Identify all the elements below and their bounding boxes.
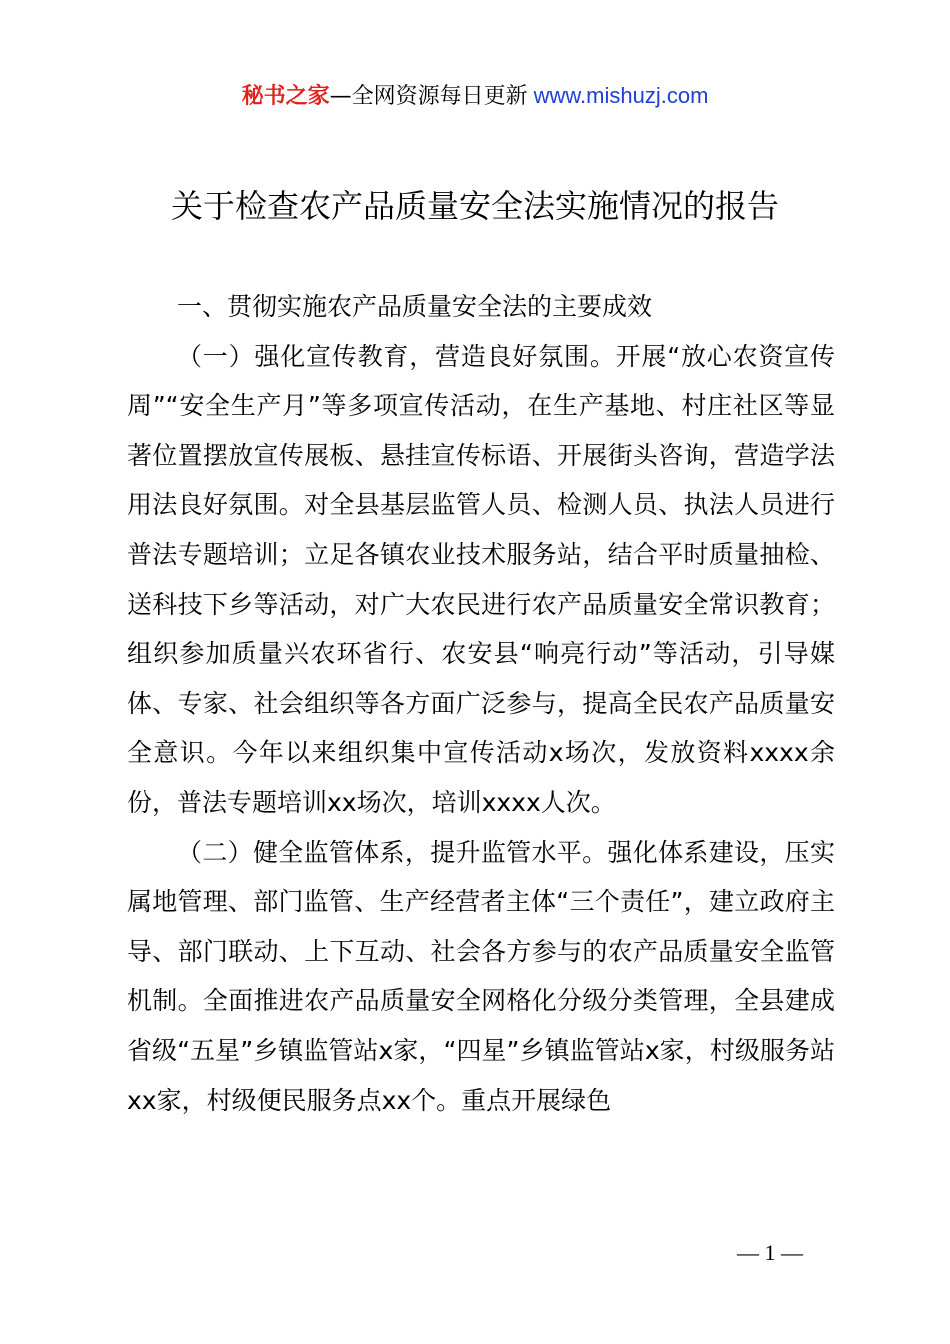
body-paragraph: （二）健全监管体系，提升监管水平。强化体系建设，压实属地管理、部门监管、生产经营者主体“三个责任”，建立政府主导、部门联动、上下互动、社会各方参与的农产品质量安全监管机制。全面推进农产品质量安全网格化分级分类管理，全县建成省级“五星”乡镇监管站x家，“四星”乡镇监管站x家，村级服务站xx家，村级便民服务点xx个。重点开展绿色: [127, 837, 835, 1115]
header-tagline: —全网资源每日更新: [329, 84, 528, 109]
document-body: [127, 282, 835, 1125]
body-paragraph: （一）强化宣传教育，营造良好氛围。开展“放心农资宣传周”“安全生产月”等多项宣传活动，在生产基地、村庄社区等显著位置摆放宣传展板、悬挂宣传标语、开展街头咨询，营造学法用法良好氛围。对全县基层监管人员、检测人员、执法人员进行普法专题培训；立足各镇农业技术服务站，结合平时质量抽检、送科技下乡等活动，对广大农民进行农产品质量安全常识教育；组织参加质量兴农环省行、农安县“响亮行动”等活动，引导媒体、专家、社会组织等各方面广泛参与，提高全民农产品质量安全意识。今年以来组织集中宣传活动x场次，发放资料xxxx余份，普法专题培训xx场次，培训xxxx人次。: [127, 341, 835, 817]
page-number: — 1 —: [737, 1240, 803, 1265]
document-title: 关于检查农产品质量安全法实施情况的报告: [170, 187, 779, 225]
brand-name: 秘书之家: [241, 84, 330, 109]
site-header-banner: [0, 80, 950, 113]
header-url-link[interactable]: www.mishuzj.com: [533, 83, 709, 108]
section-heading: 一、贯彻实施农产品质量安全法的主要成效: [177, 292, 653, 321]
